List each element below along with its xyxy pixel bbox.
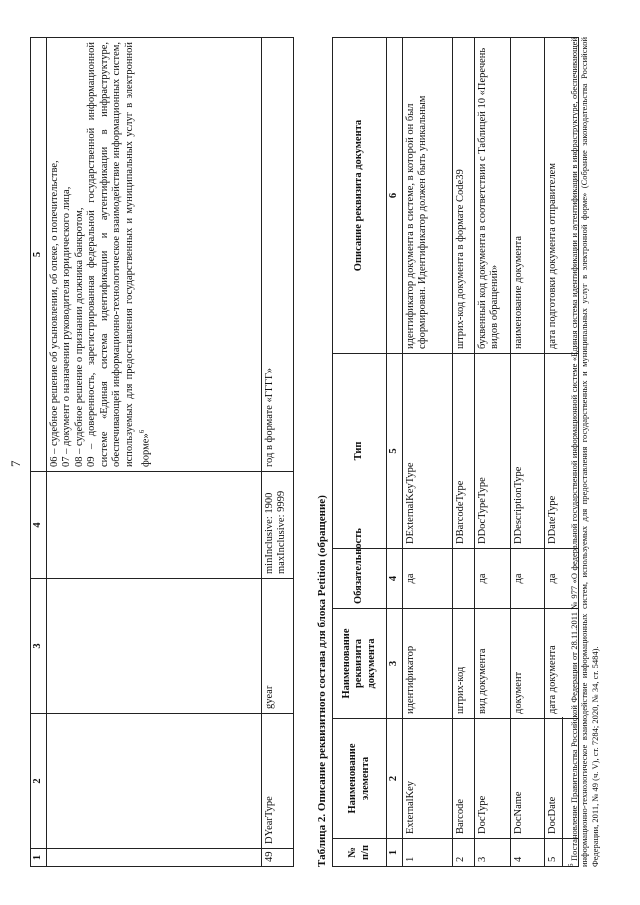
col-number: 4 — [31, 472, 47, 579]
description: буквенный код документа в соответствии с Таблицей 10 «Перечень видов обращений» — [474, 38, 510, 354]
table-row — [46, 38, 261, 867]
element-name: Barcode — [452, 719, 474, 839]
type-name: DDateType — [544, 354, 578, 549]
header-cell: № п/п — [333, 839, 387, 867]
header-cell: Тип — [333, 354, 387, 549]
constraint: minInclusive: 1900 maxInclusive: 9999 — [261, 472, 293, 579]
table2-column-numbers — [387, 38, 403, 867]
col-number: 3 — [387, 609, 403, 719]
table-row — [261, 38, 293, 867]
row-number: 2 — [452, 839, 474, 867]
col-number: 5 — [387, 354, 403, 549]
footnote-marker: 6 — [567, 863, 575, 867]
table-row — [452, 38, 474, 867]
requisite-name: штрих-код — [452, 609, 474, 719]
row-number: 4 — [510, 839, 544, 867]
row-number: 5 — [544, 839, 578, 867]
requisite-name: дата документа — [544, 609, 578, 719]
row-number: 3 — [474, 839, 510, 867]
requisite-name: документ — [510, 609, 544, 719]
col-number: 2 — [31, 714, 47, 849]
description: идентификатор документа в системе, в которой он был сформирован. Идентификатор должен быть уникальным — [402, 38, 452, 354]
table-row — [510, 38, 544, 867]
type-name: DExternalKeyType — [402, 354, 452, 549]
element-name: ExternalKey — [402, 719, 452, 839]
table-row — [474, 38, 510, 867]
header-cell: Описание реквизита документа — [333, 38, 387, 354]
row-number: 1 — [402, 839, 452, 867]
requisite-name: gyear — [261, 579, 293, 714]
required-flag: да — [474, 549, 510, 609]
description: дата подготовки документа отправителем — [544, 38, 578, 354]
element-name: DocType — [474, 719, 510, 839]
page-number: 7 — [8, 460, 23, 467]
required-flag — [452, 549, 474, 609]
table1-column-numbers — [31, 38, 47, 867]
table2-caption: Таблица 2. Описание реквизитного состава для блока Petition (обращение) — [316, 495, 328, 867]
element-name: DYearType — [261, 714, 293, 849]
col-number: 2 — [387, 719, 403, 839]
enumeration-cell — [46, 38, 261, 472]
header-cell: Наименование элемента — [333, 719, 387, 839]
required-flag: да — [544, 549, 578, 609]
col-number: 3 — [31, 579, 47, 714]
description: наименование документа — [510, 38, 544, 354]
footnote — [566, 37, 600, 867]
description: штрих-код документа в формате Code39 — [452, 38, 474, 354]
required-flag: да — [402, 549, 452, 609]
table-row — [402, 38, 452, 867]
header-cell: Обязательность — [333, 549, 387, 609]
petition-requisites-table — [332, 37, 579, 867]
col-number: 1 — [387, 839, 403, 867]
enum-line: 07 – документ о назначении руководителя юридического лица, — [61, 186, 72, 467]
element-name: DocDate — [544, 719, 578, 839]
requisite-name: идентификатор — [402, 609, 452, 719]
type-name: DDocTypeType — [474, 354, 510, 549]
enum-line: 09 – доверенность, зарегистрированная федеральной государственной информационной системе «Единая система идентификации и аутентификации в инфраструктуре, обеспечивающей информационно-технологическое взаимодействие информационных систем, используемых для предоставления государственных и муниципальных услуг в электронной форме»$^6$ — [86, 42, 152, 467]
header-cell: Наименование реквизита документа — [333, 609, 387, 719]
required-flag: да — [510, 549, 544, 609]
col-number: 6 — [387, 38, 403, 354]
row-number: 49 — [261, 849, 293, 867]
type-name: DBarcodeType — [452, 354, 474, 549]
col-number: 5 — [31, 38, 47, 472]
type-name: DDescriptionType — [510, 354, 544, 549]
enum-line: 06 – судебное решение об усыновлении, об опеке, о попечительстве, — [48, 160, 60, 467]
footnote-separator — [562, 717, 563, 867]
footnote-ref: 6 — [138, 429, 146, 434]
enum-line: 08 – судебное решение о признании должника банкротом, — [73, 207, 85, 467]
col-number: 4 — [387, 549, 403, 609]
element-name: DocName — [510, 719, 544, 839]
table-continuation — [30, 37, 294, 867]
table2-header — [333, 38, 387, 867]
col-number: 1 — [31, 849, 47, 867]
requisite-name: вид документа — [474, 609, 510, 719]
footnote-text: Постановление Правительства Российской Федерации от 28.11.2011 № 977 «О федеральной государственной информационной системе «Единая система идентификации и аутентификации в инфраструктуре, обеспечивающей информационно-технологическое взаимодействие информационных систем, используемых для предоставления государственных и муниципальных услуг в электронной форме» (Собрание законодательства Российской Федерации, 2011, № 49 (ч. V), ст. 7284; 2020, № 34, ст. 5484). — [568, 37, 600, 867]
description: год в формате «ГГГГ» — [261, 38, 293, 472]
